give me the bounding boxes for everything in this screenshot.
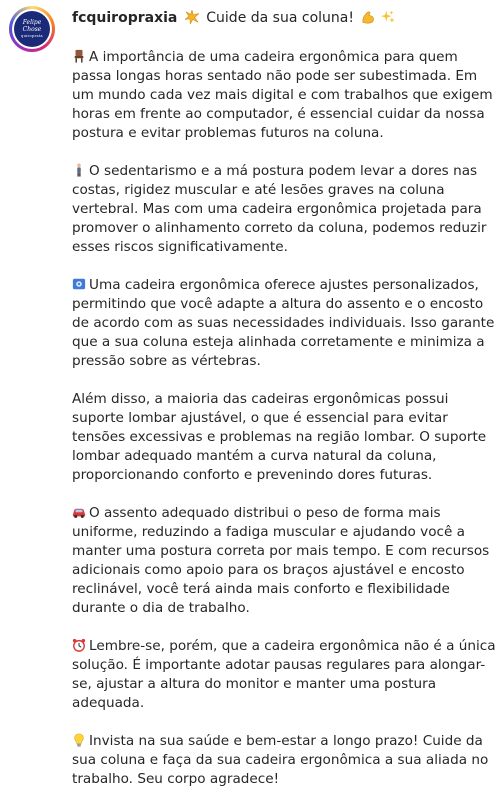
avatar-text-line-3: quiroprata: [21, 33, 43, 38]
paragraph-text: Uma cadeira ergonômica oferece ajustes personalizados, permitindo que você adapte a altura do assento e o encosto de acordo com as suas necessidades individuais. Isso garante que a sua coluna esteja alinhada corretamente e minimiza a pressão sobre as vértebras.: [72, 277, 495, 369]
paragraph-text: O assento adequado distribui o peso de forma mais uniforme, reduzindo a fadiga muscular e ajudando você a manter uma postura correta por mais tempo. E com recursos adicionais como apoio para os braços ajustável e encosto reclinável, você terá ainda mais conforto e flexibilidade durante o dia de trabalho.: [72, 505, 490, 616]
avatar[interactable]: [12, 9, 52, 49]
post-caption: [72, 48, 498, 808]
caption-paragraph: [72, 48, 498, 143]
person-standing-icon: [72, 163, 86, 177]
settings-icon: [72, 277, 86, 291]
sparkles-icon: [381, 10, 395, 24]
caption-paragraph: [72, 504, 498, 618]
light-bulb-icon: [72, 733, 86, 747]
caption-paragraph: [72, 390, 498, 485]
post-headline: Cuide da sua coluna!: [206, 10, 354, 26]
chair-icon: [72, 49, 86, 63]
avatar-text-line-1: Felipe: [22, 18, 42, 26]
caption-paragraph: [72, 276, 498, 371]
alarm-clock-icon: [72, 638, 86, 652]
paragraph-text: Além disso, a maioria das cadeiras ergonômicas possui suporte lombar ajustável, o que é essencial para evitar tensões excessivas e problemas na região lombar. O suporte lombar adequado mantém a curva natural da coluna, proporcionando conforto e prevenindo dores futuras.: [72, 391, 487, 483]
car-seat-icon: [72, 505, 86, 519]
post-header: [72, 10, 398, 26]
caption-paragraph: [72, 732, 498, 789]
username-link[interactable]: fcquiropraxia: [72, 10, 178, 26]
avatar-text-line-2: Chose: [22, 25, 42, 33]
avatar-ring[interactable]: [9, 6, 55, 52]
flexed-biceps-icon: [361, 10, 375, 24]
paragraph-text: Lembre-se, porém, que a cadeira ergonômica não é a única solução. É importante adotar pausas regulares para alongar-se, ajustar a altura do monitor e manter uma postura adequada.: [72, 638, 496, 711]
paragraph-text: A importância de uma cadeira ergonômica para quem passa longas horas sentado não pode ser subestimada. Em um mundo cada vez mais digital e com trabalhos que exigem horas em frente ao computador, é essencial cuidar da nossa postura e evitar problemas futuros na coluna.: [72, 49, 493, 141]
caption-paragraph: [72, 162, 498, 257]
avatar-logo: [14, 11, 50, 47]
caption-paragraph: [72, 637, 498, 713]
paragraph-text: O sedentarismo e a má postura podem levar a dores nas costas, rigidez muscular e até lesões graves na coluna vertebral. Mas com uma cadeira ergonômica projetada para promover o alinhamento correto da coluna, podemos reduzir esses riscos significativamente.: [72, 163, 487, 255]
paragraph-text: Invista na sua saúde e bem-estar a longo prazo! Cuide da sua coluna e faça da sua cadeira ergonômica a sua aliada no trabalho. Seu corpo agradece!: [72, 733, 489, 787]
sparkle-burst-icon: [185, 10, 199, 24]
